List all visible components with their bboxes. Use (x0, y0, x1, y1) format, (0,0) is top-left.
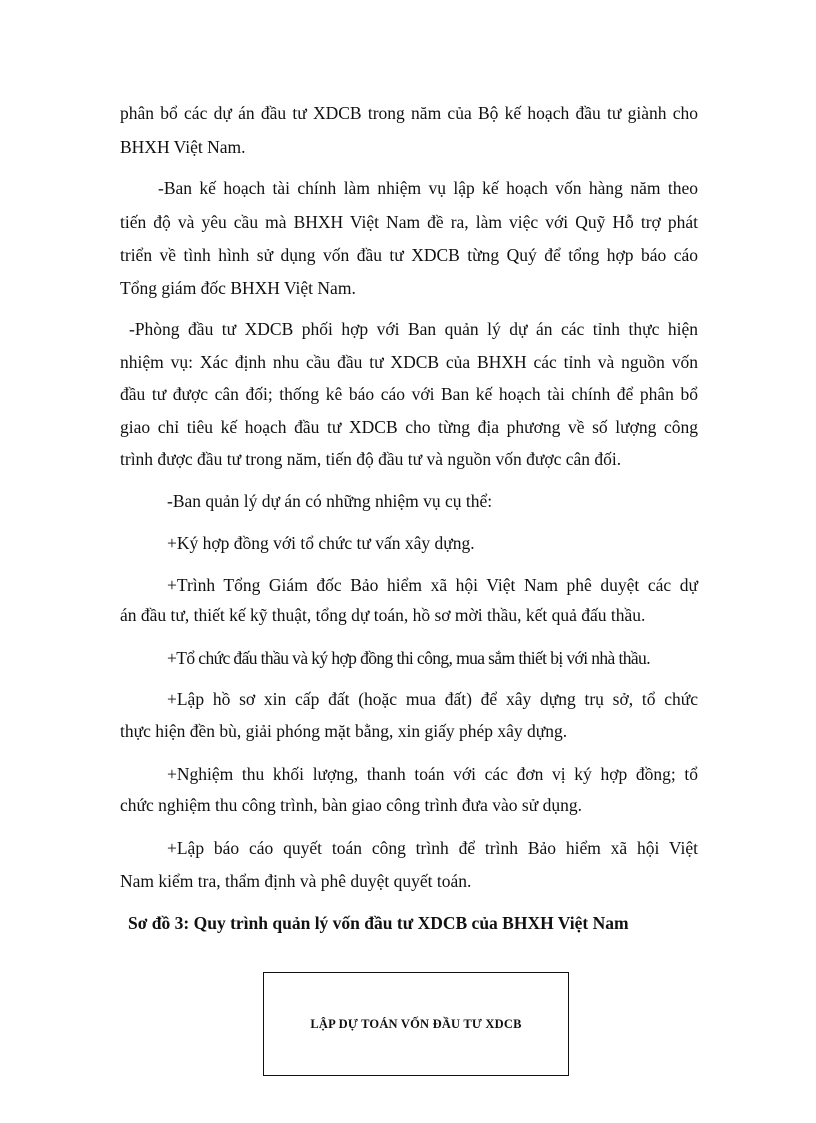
diagram-box (263, 972, 569, 1076)
text-line: phân bổ các dự án đầu tư XDCB trong năm của Bộ kế hoạch đầu tư giành cho (120, 103, 698, 123)
text-line: +Lập báo cáo quyết toán công trình để trình Bảo hiểm xã hội Việt (167, 838, 698, 858)
text-line: -Ban quản lý dự án có những nhiệm vụ cụ thể: (167, 491, 493, 511)
text-line: -Ban kế hoạch tài chính làm nhiệm vụ lập kế hoạch vốn hàng năm theo (158, 178, 698, 198)
text-line: triển về tình hình sử dụng vốn đầu tư XDCB từng Quý để tổng hợp báo cáo (120, 245, 698, 265)
diagram-box-label: LẬP DỰ TOÁN VỐN ĐẦU TƯ XDCB (310, 1016, 522, 1031)
text-line: +Trình Tổng Giám đốc Bảo hiểm xã hội Việt Nam phê duyệt các dự (167, 575, 698, 595)
text-line: án đầu tư, thiết kế kỹ thuật, tổng dự toán, hồ sơ mời thầu, kết quả đấu thầu. (120, 605, 646, 625)
text-line: nhiệm vụ: Xác định nhu cầu đầu tư XDCB của BHXH các tỉnh và nguồn vốn (120, 352, 698, 372)
text-line: Nam kiểm tra, thẩm định và phê duyệt quyết toán. (120, 871, 472, 891)
text-line: giao chỉ tiêu kế hoạch đầu tư XDCB cho từng địa phương về số lượng công (120, 417, 698, 437)
text-line: tiến độ và yêu cầu mà BHXH Việt Nam đề ra, làm việc với Quỹ Hỗ trợ phát (120, 212, 698, 232)
text-line: Tổng giám đốc BHXH Việt Nam. (120, 278, 356, 298)
text-line: +Lập hồ sơ xin cấp đất (hoặc mua đất) để xây dựng trụ sở, tổ chức (167, 689, 698, 709)
text-line: +Tổ chức đấu thầu và ký hợp đồng thi công, mua sắm thiết bị với nhà thầu. (167, 648, 650, 668)
text-line: BHXH Việt Nam. (120, 137, 246, 157)
text-line: -Phòng đầu tư XDCB phối hợp với Ban quản lý dự án các tỉnh thực hiện (129, 319, 698, 339)
text-line: đầu tư được cân đối; thống kê báo cáo với Ban kế hoạch tài chính để phân bổ (120, 384, 698, 404)
text-line: trình được đầu tư trong năm, tiến độ đầu tư và nguồn vốn được cân đối. (120, 449, 622, 469)
text-line: chức nghiệm thu công trình, bàn giao công trình đưa vào sử dụng. (120, 795, 582, 815)
text-line: thực hiện đền bù, giải phóng mặt bằng, xin giấy phép xây dựng. (120, 721, 568, 741)
diagram-heading: Sơ đồ 3: Quy trình quản lý vốn đầu tư XDCB của BHXH Việt Nam (128, 913, 629, 933)
text-line: +Ký hợp đồng với tổ chức tư vấn xây dựng. (167, 533, 475, 553)
text-line: +Nghiệm thu khối lượng, thanh toán với các đơn vị ký hợp đồng; tổ (167, 764, 698, 784)
